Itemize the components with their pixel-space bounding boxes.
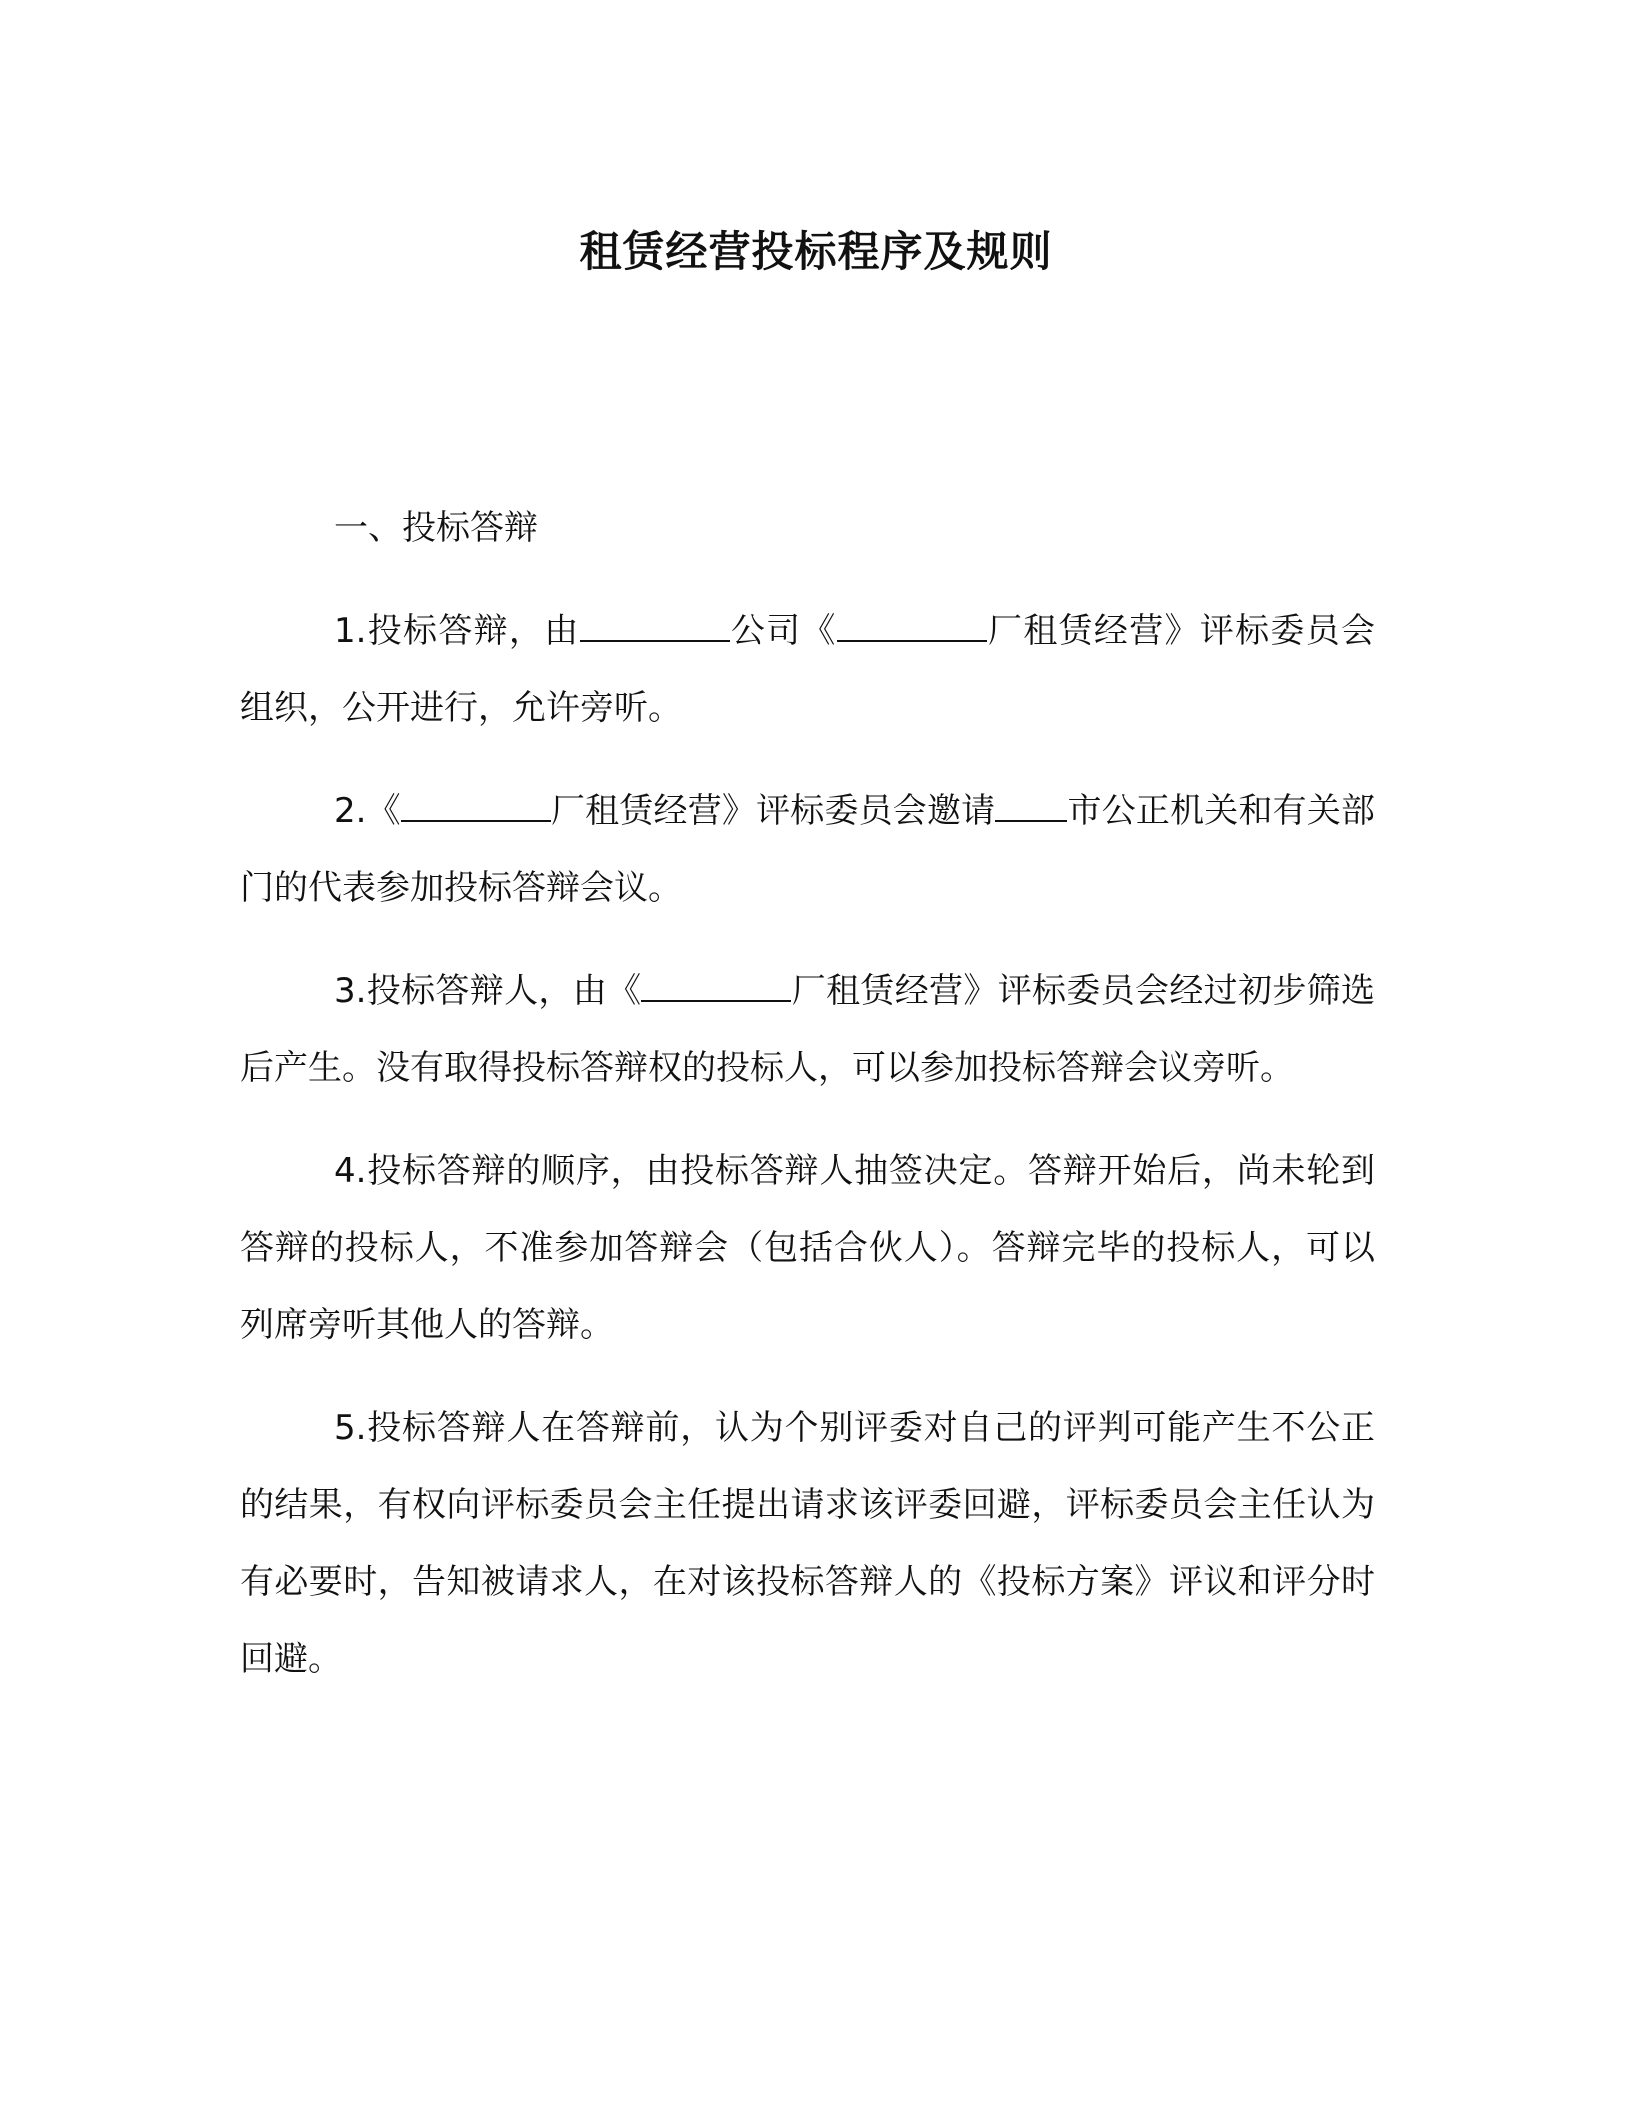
paragraph-3 [240, 953, 1375, 1107]
paragraph-5: 5.投标答辩人在答辩前，认为个别评委对自己的评判可能产生不公正的结果，有权向评标委员会主任提出请求该评委回避，评标委员会主任认为有必要时，告知被请求人，在对该投标答辩人的《投标方案》评议和评分时回避。 [240, 1408, 1375, 1679]
paragraph-1-text-b: 公司《 [729, 611, 837, 651]
paragraph-2-text-a: 2.《 [334, 791, 401, 831]
paragraph-3-text-b: 厂租赁经营》评标委员会经过初步筛选后产生。没有取得投标答辩权的投标人，可以参加投标答辩会议旁听。 [240, 971, 1375, 1088]
fill-in-blank [837, 610, 987, 642]
paragraph-2-text-b: 厂租赁经营》评标委员会邀请 [550, 791, 996, 831]
fill-in-blank [580, 610, 730, 642]
fill-in-blank [401, 790, 551, 822]
section-heading-bid-defense: 一、投标答辩 [334, 508, 538, 548]
paragraph-3-text-a: 3.投标答辩人，由《 [334, 971, 642, 1011]
paragraph-1 [240, 593, 1375, 747]
paragraph-2-text-c: 市公正机关和有关部门的代表参加投标答辩会议。 [240, 791, 1375, 908]
paragraph-4: 4.投标答辩的顺序，由投标答辩人抽签决定。答辩开始后，尚未轮到答辩的投标人，不准参加答辩会（包括合伙人）。答辩完毕的投标人，可以列席旁听其他人的答辩。 [240, 1151, 1375, 1345]
fill-in-blank [641, 970, 791, 1002]
document-title: 租赁经营投标程序及规则 [579, 227, 1053, 276]
paragraph-1-text-c: 厂租赁经营》评标委员会组织，公开进行，允许旁听。 [240, 611, 1376, 728]
paragraph-2 [240, 773, 1375, 927]
paragraph-1-text-a: 1.投标答辩，由 [334, 611, 580, 651]
document-body [240, 490, 1375, 1724]
fill-in-blank [995, 790, 1067, 822]
